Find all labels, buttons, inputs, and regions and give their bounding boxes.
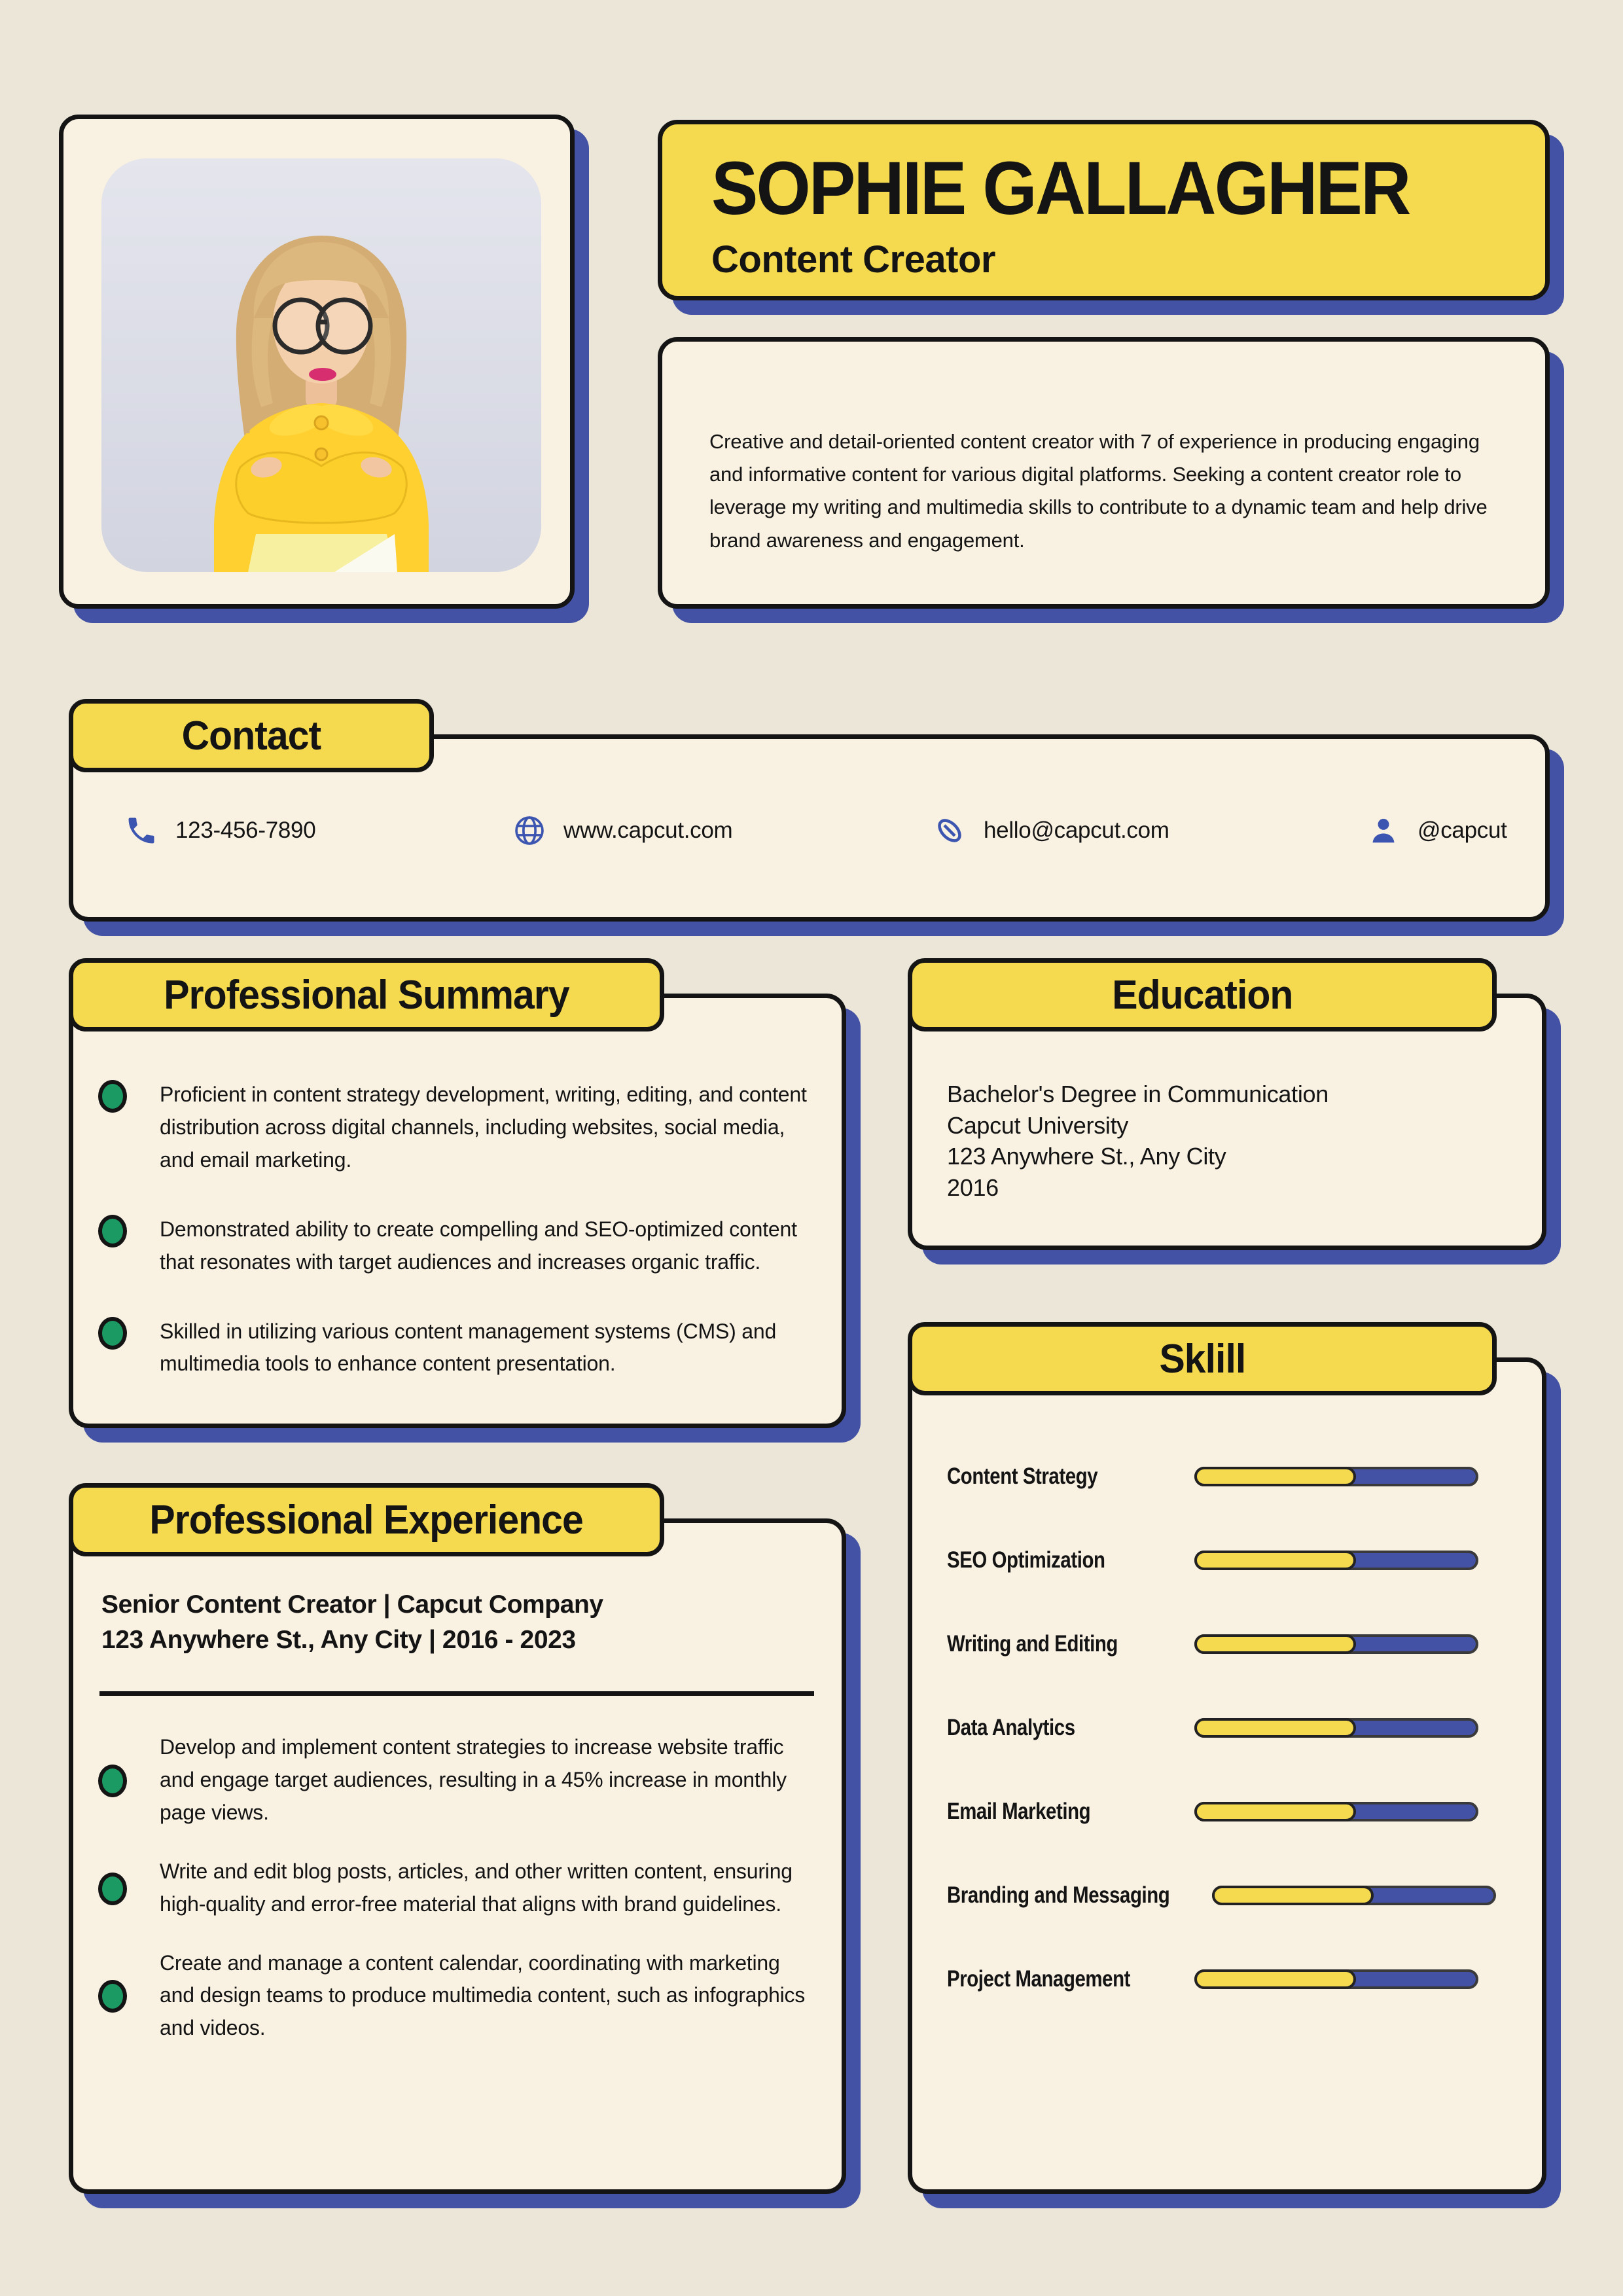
skill-label: Data Analytics — [947, 1715, 1075, 1740]
skill-bar — [1194, 1634, 1478, 1654]
skill-row — [947, 1884, 1478, 1907]
skill-bar-fill — [1212, 1886, 1374, 1905]
bullet-dot-icon — [98, 1873, 127, 1905]
experience-bullet — [98, 1947, 818, 2045]
skill-bar — [1194, 1718, 1478, 1738]
bullet-dot-icon — [98, 1980, 127, 2013]
social-handle[interactable]: @capcut — [1418, 817, 1507, 843]
globe-icon — [512, 814, 546, 848]
bullet-dot-icon — [98, 1215, 127, 1247]
skill-label: Branding and Messaging — [947, 1882, 1170, 1908]
skill-label: Email Marketing — [947, 1799, 1091, 1824]
bullet-dot-icon — [98, 1080, 127, 1113]
name-banner — [658, 120, 1550, 300]
summary-bullet-text: Skilled in utilizing various content management systems (CMS) and multimedia tools to enhance content presentation. — [160, 1319, 777, 1376]
contact-item-phone — [124, 812, 315, 849]
bullet-dot-icon — [98, 1317, 127, 1350]
summary-bullet-text: Proficient in content strategy development, writing, editing, and content distribution across digital channels, including websites, social media, and email marketing. — [160, 1083, 807, 1172]
experience-section-tab — [69, 1483, 664, 1556]
summary-bullet-text: Demonstrated ability to create compelling and SEO-optimized content that resonates with target audiences and increases organic traffic. — [160, 1217, 797, 1274]
skill-row — [947, 1632, 1478, 1656]
experience-bullet-text: Write and edit blog posts, articles, and other written content, ensuring high-quality and error-free material that aligns with brand guidelines. — [160, 1859, 793, 1916]
experience-bullet — [98, 1856, 818, 1921]
education-year: 2016 — [947, 1174, 999, 1201]
about-text: Creative and detail-oriented content creator with 7 of experience in producing engaging and informative content for various digital platforms. Seeking a content creator role to leverage my writing and multimedia skills to contribute to a dynamic team and help drive brand awareness and engagement. — [709, 430, 1488, 552]
skill-bar — [1194, 1467, 1478, 1486]
experience-bullet-text: Develop and implement content strategies to increase website traffic and engage target audiences, resulting in a 45% increase in monthly page views. — [160, 1735, 787, 1824]
education-details — [947, 1079, 1329, 1203]
skill-bar — [1194, 1802, 1478, 1821]
summary-bullet — [98, 1316, 817, 1381]
experience-divider — [99, 1691, 814, 1696]
skill-label: Writing and Editing — [947, 1631, 1118, 1657]
portrait-illustration — [101, 158, 541, 572]
experience-bullet-text: Create and manage a content calendar, coordinating with marketing and design teams to produce multimedia content, such as infographics and videos. — [160, 1950, 806, 2040]
skill-bar — [1194, 1551, 1478, 1570]
experience-bullet-list — [98, 1731, 818, 2071]
skill-row — [947, 1800, 1478, 1823]
summary-bullet — [98, 1079, 817, 1177]
link-icon — [933, 814, 967, 848]
skill-bar — [1194, 1969, 1478, 1989]
skill-row — [947, 1549, 1478, 1572]
person-name: SOPHIE GALLAGHER — [711, 147, 1410, 230]
phone-icon — [124, 814, 158, 848]
skill-bar-fill — [1194, 1467, 1356, 1486]
skill-bar-fill — [1194, 1551, 1356, 1570]
education-degree: Bachelor's Degree in Communication — [947, 1081, 1329, 1107]
person-job-title: Content Creator — [711, 238, 995, 281]
skill-bar-fill — [1194, 1802, 1356, 1821]
website-url[interactable]: www.capcut.com — [563, 817, 733, 843]
photo-card — [59, 115, 575, 609]
skill-bar-fill — [1194, 1718, 1356, 1738]
about-card — [658, 337, 1550, 609]
skill-label: Project Management — [947, 1966, 1130, 1992]
experience-header — [101, 1587, 603, 1658]
skills-heading: Sklill — [1159, 1336, 1245, 1382]
skill-bar-fill — [1194, 1634, 1356, 1654]
summary-bullet — [98, 1213, 817, 1279]
experience-bullet — [98, 1731, 818, 1829]
contact-item-social[interactable] — [1366, 812, 1507, 849]
education-school: Capcut University — [947, 1111, 1128, 1139]
experience-role: Senior Content Creator | Capcut Company — [101, 1590, 603, 1619]
skill-label: Content Strategy — [947, 1463, 1098, 1489]
education-heading: Education — [1111, 972, 1293, 1018]
contact-item-website[interactable] — [512, 812, 732, 849]
education-section-tab — [908, 958, 1497, 1031]
experience-meta: 123 Anywhere St., Any City | 2016 - 2023 — [101, 1625, 576, 1654]
bullet-dot-icon — [98, 1765, 127, 1797]
profile-photo — [101, 158, 541, 572]
experience-heading: Professional Experience — [149, 1497, 584, 1543]
contact-section-tab — [69, 699, 434, 772]
summary-bullet-list — [98, 1079, 817, 1417]
skill-row — [947, 1967, 1478, 1991]
skills-section-tab — [908, 1322, 1497, 1395]
education-address: 123 Anywhere St., Any City — [947, 1143, 1226, 1170]
summary-heading: Professional Summary — [164, 972, 569, 1018]
user-icon — [1366, 814, 1400, 848]
contact-heading: Contact — [181, 713, 321, 759]
skill-row — [947, 1716, 1478, 1740]
email-address[interactable]: hello@capcut.com — [984, 817, 1169, 843]
skill-label: SEO Optimization — [947, 1547, 1105, 1573]
skill-row — [947, 1465, 1478, 1488]
contact-item-email[interactable] — [933, 812, 1169, 849]
skill-bar — [1212, 1886, 1496, 1905]
phone-number: 123-456-7890 — [175, 817, 316, 843]
summary-section-tab — [69, 958, 664, 1031]
skill-bar-fill — [1194, 1969, 1356, 1989]
